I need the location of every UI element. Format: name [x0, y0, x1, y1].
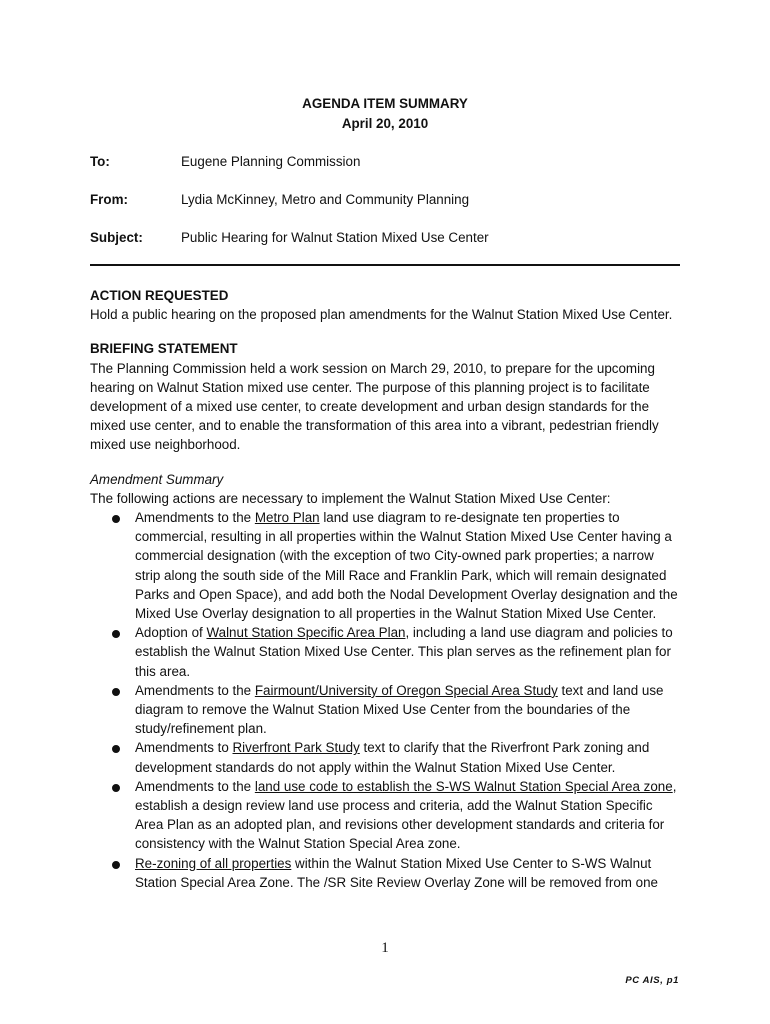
- list-item: [90, 738, 680, 776]
- memo-subject-label: Subject:: [90, 230, 143, 245]
- list-item-text: text to clarify that the Riverfront Park zoning and development standards do not apply within the Walnut Station Mixed Use Center.: [135, 740, 650, 775]
- memo-from-label: From:: [90, 192, 128, 207]
- list-item-text: Amendments to: [135, 740, 233, 756]
- bullet-icon: [112, 861, 120, 869]
- header-divider: [90, 264, 680, 266]
- document-reference-link: Metro Plan: [254, 510, 320, 526]
- memo-to-label: To:: [90, 154, 110, 169]
- document-reference-link: Riverfront Park Study: [232, 740, 360, 756]
- document-body: [90, 286, 680, 892]
- memo-subject-value: Public Hearing for Walnut Station Mixed Use Center: [181, 230, 489, 245]
- document-date: April 20, 2010: [341, 115, 429, 131]
- list-item: [90, 623, 680, 681]
- document-header: [90, 94, 680, 133]
- list-item-text: , establish a design review land use process and criteria, add the Walnut Station Specific Area Plan as an adopted plan, and revisions other development standards and criteria for consistency with the Walnut Station Special Area zone.: [135, 778, 677, 852]
- list-item-text: land use diagram to re-designate ten properties to commercial, resulting in all properties within the Walnut Station Mixed Use Center having a commercial designation (with the exception of two City-owned park properties; a narrow strip along the south side of the Mill Race and Franklin Park, which will remain designated Parks and Open Space), and add both the Nodal Development Overlay designation and the Mixed Use Overlay designation to all properties in the Walnut Station Mixed Use Center.: [135, 510, 678, 622]
- briefing-statement-text: The Planning Commission held a work session on March 29, 2010, to prepare for the upcoming hearing on Walnut Station mixed use center. The purpose of this planning project is to facilitate development of a mixed use center, to create development and urban design standards for the mixed use center, and to enable the transformation of this area into a vibrant, pedestrian friendly mixed use neighborhood.: [90, 360, 659, 453]
- bullet-icon: [112, 688, 120, 696]
- list-item: [90, 681, 680, 739]
- briefing-statement-heading: BRIEFING STATEMENT: [90, 341, 238, 357]
- bullet-icon: [112, 515, 120, 523]
- list-item-text: within the Walnut Station Mixed Use Center to S-WS Walnut Station Special Area Zone. The /SR Site Review Overlay Zone will be removed from one: [135, 855, 658, 890]
- action-requested-text: Hold a public hearing on the proposed plan amendments for the Walnut Station Mixed Use Center.: [90, 307, 673, 323]
- list-item-text: Amendments to the: [135, 778, 255, 794]
- list-item: [90, 777, 680, 854]
- document-reference-link: Re-zoning of all properties: [135, 855, 292, 871]
- document-reference-link: Fairmount/University of Oregon Special Area Study: [254, 682, 558, 698]
- bullet-icon: [112, 745, 120, 753]
- amendment-list: [90, 508, 680, 892]
- amendment-summary-heading: Amendment Summary: [90, 471, 224, 487]
- list-item: [90, 508, 680, 623]
- list-item-text: text and land use diagram to remove the Walnut Station Mixed Use Center from the boundaries of the study/refinement plan.: [135, 682, 664, 737]
- action-requested-heading: ACTION REQUESTED: [90, 288, 229, 303]
- list-item: [90, 854, 680, 892]
- page-number: 1: [381, 940, 389, 956]
- document-reference-link: land use code to establish the S-WS Walnut Station Special Area zone: [254, 778, 673, 794]
- memo-from-value: Lydia McKinney, Metro and Community Planning: [181, 192, 470, 207]
- list-item-text: Amendments to the: [135, 510, 255, 526]
- document-reference-link: Walnut Station Specific Area Plan: [206, 625, 406, 641]
- bullet-icon: [112, 784, 120, 792]
- page-footer-label: PC AIS, p1: [625, 975, 679, 986]
- list-item-text: Adoption of: [135, 625, 207, 641]
- document-title: AGENDA ITEM SUMMARY: [302, 96, 468, 111]
- bullet-icon: [112, 630, 120, 638]
- list-item-text: , including a land use diagram and policies to establish the Walnut Station Mixed Use Center. This plan serves as the refinement plan for this area.: [135, 625, 673, 679]
- list-item-text: Amendments to the: [135, 682, 255, 698]
- memo-to-value: Eugene Planning Commission: [181, 154, 361, 169]
- amendment-summary-intro: The following actions are necessary to implement the Walnut Station Mixed Use Center:: [90, 490, 611, 506]
